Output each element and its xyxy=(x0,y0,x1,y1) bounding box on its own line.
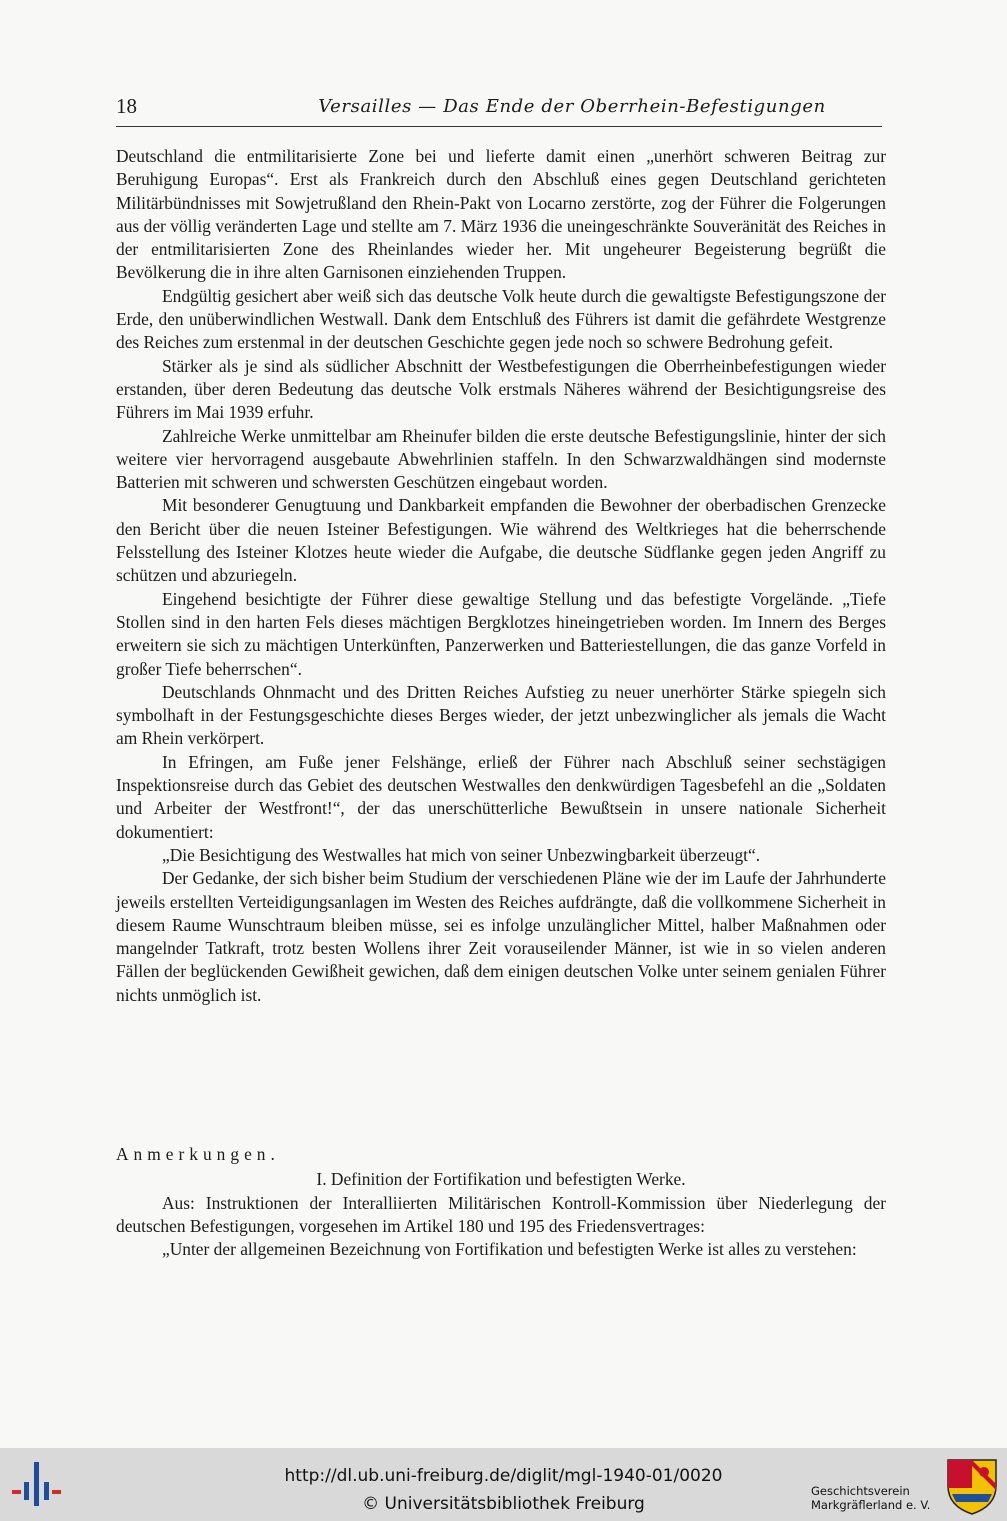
society-name xyxy=(811,1484,941,1512)
paragraph: Der Gedanke, der sich bisher beim Studium der verschiedenen Pläne wie der im Laufe der Jahrhunderte jeweils erstellten Verteidigungsanlagen im Westen des Reiches aufdrängte, daß die vollkommene Sicherheit in diesem Raume Wunschtraum bleiben müsse, sei es infolge unzulänglicher Mittel, halber Maßnahmen oder mangelnder Tatkraft, trotz besten Wollens ihrer Zeit vorauseilender Männer, ist wie in so vielen anderen Fällen der beglückenden Gewißheit gewichen, daß dem einigen deutschen Volke unter seinem genialen Führer nichts unmöglich ist. xyxy=(116,868,886,1005)
notes-paragraph: Aus: Instruktionen der Interalliierten Militärischen Kontroll-Kommission über Niederlegung der deutschen Befestigungen, vorgesehen im Artikel 180 und 195 des Friedensvertrages: xyxy=(116,1192,886,1236)
paragraph: Stärker als je sind als südlicher Abschnitt der Westbefestigungen die Oberrheinbefestigungen wieder erstanden, über deren Bedeutung das deutsche Volk erstmals Näheres während der Besichtigungsreise des Führers im Mai 1939 erfuhr. xyxy=(116,355,886,423)
society-name-line1: Geschichtsverein xyxy=(811,1484,910,1498)
running-title: Versailles — Das Ende der Oberrhein-Befestigungen xyxy=(318,96,826,117)
coat-of-arms-icon xyxy=(944,1456,1000,1516)
page-number: 18 xyxy=(116,94,137,118)
footer-bar xyxy=(0,1448,1007,1521)
permalink-url[interactable]: http://dl.ub.uni-freiburg.de/diglit/mgl-1940-01/0020 xyxy=(284,1466,723,1486)
paragraph: Deutschlands Ohnmacht und des Dritten Reiches Aufstieg zu neuer unerhörter Stärke spiegeln sich symbolhaft in der Festungsgeschichte dieses Berges wieder, der jetzt unbezwinglicher als jemals die Wacht am Rhein verkörpert. xyxy=(116,681,886,749)
notes-paragraph: „Unter der allgemeinen Bezeichnung von Fortifikation und befestigten Werke ist alles zu verstehen: xyxy=(162,1239,857,1260)
paragraph: Zahlreiche Werke unmittelbar am Rheinufer bilden die erste deutsche Befestigungslinie, hinter der sich weitere vier hervorragend ausgebaute Abwehrlinien staffeln. In den Schwarzwaldhängen sind modernste Batterien mit schweren und schwersten Geschützen eingebaut worden. xyxy=(116,425,886,493)
notes-section xyxy=(116,1143,886,1261)
quote-paragraph: „Die Besichtigung des Westwalles hat mich von seiner Unbezwingbarkeit überzeugt“. xyxy=(162,844,761,865)
page-header xyxy=(116,92,882,127)
body-text xyxy=(116,145,886,1007)
paragraph: Mit besonderer Genugtuung und Dankbarkeit empfanden die Bewohner der oberbadischen Grenzecke den Bericht über die neuen Isteiner Befestigungen. Wie während des Weltkrieges hat die beherrschende Felsstellung des Isteiner Klotzes heute wieder die Aufgabe, die deutsche Südflanke gegen jeden Angriff zu schützen und abzuriegeln. xyxy=(116,495,886,586)
society-name-line2: Markgräflerland e. V. xyxy=(811,1498,931,1512)
paragraph: Endgültig gesichert aber weiß sich das deutsche Volk heute durch die gewaltigste Befestigungszone der Erde, den unüberwindlichen Westwall. Dank dem Entschluß des Führers ist damit die gefährdete Westgrenze des Reiches zum erstenmal in der deutschen Geschichte gegen jede noch so schwere Bedrohung gefeit. xyxy=(116,285,886,353)
notes-heading: Anmerkungen. xyxy=(116,1144,280,1164)
paragraph: Deutschland die entmilitarisierte Zone bei und lieferte damit einen „unerhört schweren Beitrag zur Beruhigung Europas“. Erst als Frankreich durch den Abschluß eines gegen Deutschland gerichteten Militärbündnisses mit Sowjetrußland den Rhein-Pakt von Locarno zerstörte, zog der Führer die Folgerungen aus der völlig veränderten Lage und stellte am 7. März 1936 die uneingeschränkte Souveränität des Reiches in der entmilitarisierten Zone des Rheinlandes wieder her. Mit ungeheurer Begeisterung begrüßt die Bevölkerung die in ihre alten Garnisonen einziehenden Truppen. xyxy=(116,146,886,283)
paragraph: In Efringen, am Fuße jener Felshänge, erließ der Führer nach Abschluß seiner sechstägigen Inspektionsreise durch das Gebiet des deutschen Westwalles den denkwürdigen Tagesbefehl an die „Soldaten und Arbeiter der Westfront!“, der das unerschütterliche Bewußtsein in unsere nationale Sicherheit dokumentiert: xyxy=(116,751,886,842)
paragraph: Eingehend besichtigte der Führer diese gewaltige Stellung und das befestigte Vorgelände. „Tiefe Stollen sind in den harten Fels dieses mächtigen Bergklotzes hineingetrieben worden. Im Innern des Berges erweitern sie sich zu mächtigen Unterkünften, Panzerwerken und Batteriestellungen, die das ganze Vorfeld in großer Tiefe beherrschen“. xyxy=(116,588,886,679)
notes-subheading: I. Definition der Fortifikation und befestigten Werke. xyxy=(316,1169,686,1190)
copyright-notice: © Universitätsbibliothek Freiburg xyxy=(362,1494,645,1514)
